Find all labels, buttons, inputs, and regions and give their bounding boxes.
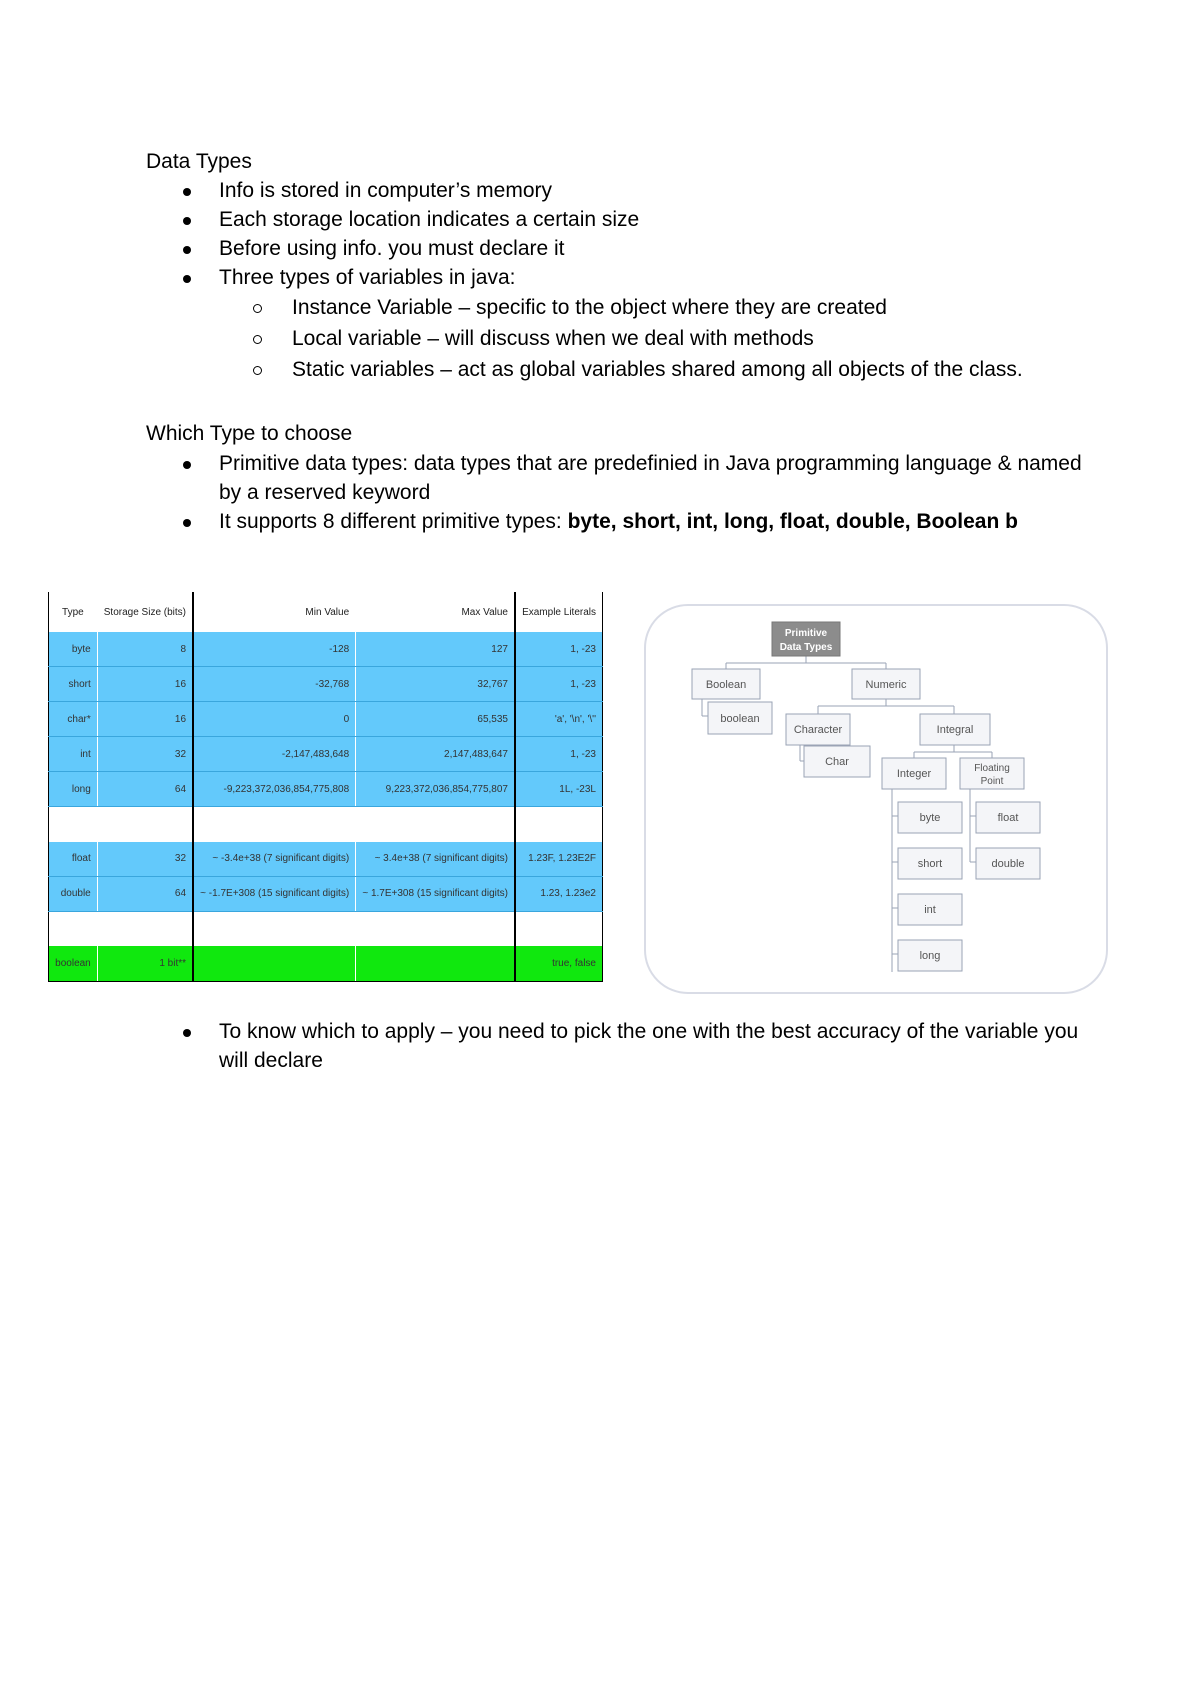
bullet-dot-icon <box>183 519 191 527</box>
table-header: Example Literals <box>515 592 603 632</box>
list-item: Three types of variables in java: Instance Variable – specific to the object where they are created Local variable – will discuss when we deal with methods Static variables – act as global variables shared among all objects of the class. <box>146 263 1023 385</box>
list-item: Before using info. you must declare it <box>146 234 1023 263</box>
list-item: Each storage location indicates a certain size <box>146 205 1023 234</box>
circle-bullet-icon <box>253 335 262 344</box>
sub-list-item: Instance Variable – specific to the object where they are created <box>219 292 1023 323</box>
diagram-node-floating-point-line2: Point <box>980 776 1004 787</box>
list-item: To know which to apply – you need to pick the one with the best accuracy of the variable you will declare <box>146 1017 1099 1075</box>
diagram-node-integer: Integer <box>896 768 932 780</box>
bullet-dot-icon <box>183 188 191 196</box>
list-item: Primitive data types: data types that are predefinied in Java programming language & named by a reserved keyword <box>146 449 1099 507</box>
table-spacer-row <box>49 807 603 842</box>
section-heading-which-type: Which Type to choose <box>146 422 353 445</box>
table-row: double 64 ~ -1.7E+308 (15 significant digits) ~ 1.7E+308 (15 significant digits) 1.23, 1.23e2 <box>49 876 603 911</box>
table-header-row <box>49 592 603 632</box>
table-row: long 64 -9,223,372,036,854,775,808 9,223,372,036,854,775,807 1L, -23L <box>49 772 603 807</box>
table-row: float 32 ~ -3.4e+38 (7 significant digits) ~ 3.4e+38 (7 significant digits) 1.23F, 1.23E2F <box>49 842 603 877</box>
table-header: Storage Size (bits) <box>97 592 193 632</box>
bullet-dot-icon <box>183 275 191 283</box>
table-header: Min Value <box>193 592 356 632</box>
table-row: byte 8 -128 127 1, -23 <box>49 632 603 667</box>
table-row: boolean 1 bit** true, false <box>49 946 603 982</box>
diagram-node-char: Char <box>825 756 849 768</box>
data-types-bullet-list <box>146 176 1023 385</box>
diagram-node-boolean-leaf: boolean <box>720 713 760 725</box>
svg-text:Data Types: Data Types <box>779 642 833 653</box>
primitive-types-tree-diagram <box>644 604 1108 994</box>
diagram-node-long: long <box>919 950 941 962</box>
diagram-node-short: short <box>917 858 943 870</box>
diagram-node-double: double <box>991 858 1025 870</box>
list-item: It supports 8 different primitive types: byte, short, int, long, float, double, Boolean b <box>146 507 1099 536</box>
sub-list-item: Local variable – will discuss when we deal with methods <box>219 323 1023 354</box>
circle-bullet-icon <box>253 304 262 313</box>
primitive-types-table <box>48 592 603 982</box>
diagram-node-float: float <box>997 812 1019 824</box>
diagram-node-boolean: Boolean <box>705 679 747 691</box>
bullet-dot-icon <box>183 1029 191 1037</box>
variable-types-sub-list <box>219 292 1023 385</box>
diagram-node-byte: byte <box>919 812 941 824</box>
section-heading-data-types: Data Types <box>146 150 252 173</box>
which-type-bullet-list <box>146 449 1099 536</box>
diagram-node-int: int <box>924 904 936 916</box>
diagram-node-character: Character <box>793 724 843 736</box>
diagram-node-integral: Integral <box>936 724 974 736</box>
table-spacer-row <box>49 911 603 946</box>
list-item: Info is stored in computer’s memory <box>146 176 1023 205</box>
sub-list-item: Static variables – act as global variables shared among all objects of the class. <box>219 354 1023 385</box>
bullet-dot-icon <box>183 461 191 469</box>
diagram-node-floating-point-line1: Floating <box>974 763 1010 774</box>
table-row: int 32 -2,147,483,648 2,147,483,647 1, -23 <box>49 737 603 772</box>
table-header: Max Value <box>356 592 515 632</box>
svg-text:Primitive: Primitive <box>784 628 828 639</box>
diagram-node-numeric: Numeric <box>865 679 907 691</box>
table-header: Type <box>49 592 98 632</box>
bullet-dot-icon <box>183 217 191 225</box>
bullet-dot-icon <box>183 246 191 254</box>
circle-bullet-icon <box>253 366 262 375</box>
table-row: short 16 -32,768 32,767 1, -23 <box>49 667 603 702</box>
table-row: char* 16 0 65,535 'a', '\n', '\'' <box>49 702 603 737</box>
conclusion-bullet-list <box>146 1017 1099 1075</box>
